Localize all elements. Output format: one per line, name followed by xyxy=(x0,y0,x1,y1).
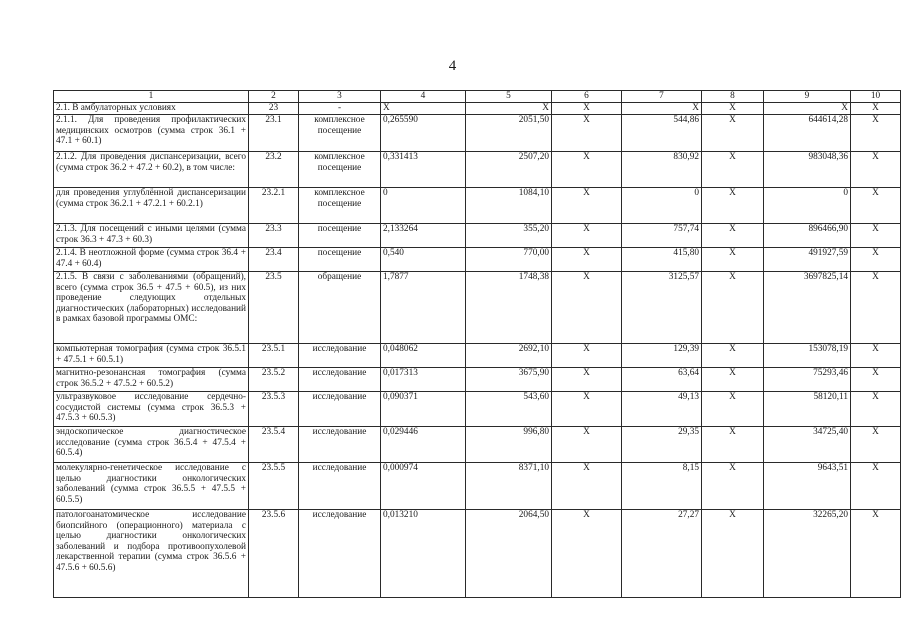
table-cell: X xyxy=(702,368,764,392)
table-cell: 23.3 xyxy=(249,224,299,248)
table-cell: 0,000974 xyxy=(381,463,466,510)
header-cell: 9 xyxy=(764,91,851,103)
table-cell: X xyxy=(851,392,901,427)
table-cell: комплексное посещение xyxy=(299,188,381,224)
header-cell: 3 xyxy=(299,91,381,103)
table-cell: 32265,20 xyxy=(764,510,851,598)
table-cell: 29,35 xyxy=(622,427,702,463)
table-cell: посещение xyxy=(299,224,381,248)
table-cell: 415,80 xyxy=(622,248,702,272)
table-cell: 9643,51 xyxy=(764,463,851,510)
table-cell: 2.1.1. Для проведения профилактических медицинских осмотров (сумма строк 36.1 + 47.1 + 60.1) xyxy=(54,115,249,152)
table-row xyxy=(54,368,901,392)
table-cell: 0 xyxy=(381,188,466,224)
table-cell: 23.5 xyxy=(249,272,299,344)
table-cell: исследование xyxy=(299,368,381,392)
table-row xyxy=(54,188,901,224)
table-cell: 23.1 xyxy=(249,115,299,152)
table-cell: 23.5.3 xyxy=(249,392,299,427)
table-row xyxy=(54,224,901,248)
table-cell: ультразвуковое исследование сердечно-сосудистой системы (сумма строк 36.5.3 + 47.5.3 + 60.5.3) xyxy=(54,392,249,427)
table-cell: 23.2 xyxy=(249,152,299,188)
table-row xyxy=(54,152,901,188)
table-cell: X xyxy=(702,248,764,272)
header-cell: 6 xyxy=(552,91,622,103)
table-cell: 355,20 xyxy=(466,224,552,248)
table-cell: компьютерная томография (сумма строк 36.5.1 + 47.5.1 + 60.5.1) xyxy=(54,344,249,368)
table-cell: X xyxy=(552,272,622,344)
header-cell: 1 xyxy=(54,91,249,103)
table-cell: X xyxy=(552,152,622,188)
table-cell: 770,00 xyxy=(466,248,552,272)
table-cell: исследование xyxy=(299,463,381,510)
table-cell: 27,27 xyxy=(622,510,702,598)
table-cell: 2051,50 xyxy=(466,115,552,152)
table-cell: X xyxy=(702,115,764,152)
table-cell: 2.1.2. Для проведения диспансеризации, всего (сумма строк 36.2 + 47.2 + 60.2), в том числе: xyxy=(54,152,249,188)
table-cell: комплексное посещение xyxy=(299,115,381,152)
table-cell: 544,86 xyxy=(622,115,702,152)
table-cell: 491927,59 xyxy=(764,248,851,272)
table-cell: 34725,40 xyxy=(764,427,851,463)
table-cell: X xyxy=(702,510,764,598)
header-cell: 2 xyxy=(249,91,299,103)
table-cell: X xyxy=(702,427,764,463)
table-cell: X xyxy=(466,103,552,115)
table-cell: X xyxy=(552,368,622,392)
table-cell: 23.5.6 xyxy=(249,510,299,598)
table-cell: 0 xyxy=(622,188,702,224)
table-cell: X xyxy=(851,463,901,510)
table-cell: исследование xyxy=(299,392,381,427)
table-cell: X xyxy=(552,344,622,368)
header-cell: 8 xyxy=(702,91,764,103)
table-cell: 23.5.1 xyxy=(249,344,299,368)
table-cell: X xyxy=(622,103,702,115)
table-cell: 2,133264 xyxy=(381,224,466,248)
table-cell: 63,64 xyxy=(622,368,702,392)
table-row xyxy=(54,115,901,152)
table-row xyxy=(54,248,901,272)
table-cell: X xyxy=(851,152,901,188)
table-cell: 0 xyxy=(764,188,851,224)
table-cell: 2.1.5. В связи с заболеваниями (обращений), всего (сумма строк 36.5 + 47.5 + 60.5), из них проведение следующих отдельных диагностических (лабораторных) исследований в рамках базовой программы ОМС: xyxy=(54,272,249,344)
table-header-row xyxy=(54,91,901,103)
table-cell: 2064,50 xyxy=(466,510,552,598)
table-cell: X xyxy=(851,272,901,344)
table-cell: X xyxy=(702,224,764,248)
table-cell: X xyxy=(552,188,622,224)
table-cell: X xyxy=(702,392,764,427)
table-cell: 1084,10 xyxy=(466,188,552,224)
page-number: 4 xyxy=(448,58,457,74)
table-cell: молекулярно-генетическое исследование с целью диагностики онкологических заболеваний (сумма строк 36.5.5 + 47.5.5 + 60.5.5) xyxy=(54,463,249,510)
table-cell: исследование xyxy=(299,344,381,368)
table-cell: 49,13 xyxy=(622,392,702,427)
table-cell: X xyxy=(702,463,764,510)
table-cell: посещение xyxy=(299,248,381,272)
table-cell: X xyxy=(702,103,764,115)
table-cell: X xyxy=(552,224,622,248)
table-cell: X xyxy=(702,188,764,224)
table-cell: магнитно-резонансная томография (сумма строк 36.5.2 + 47.5.2 + 60.5.2) xyxy=(54,368,249,392)
header-cell: 10 xyxy=(851,91,901,103)
table-cell: X xyxy=(702,152,764,188)
table-cell: 983048,36 xyxy=(764,152,851,188)
table-cell: эндоскопическое диагностическое исследование (сумма строк 36.5.4 + 47.5.4 + 60.5.4) xyxy=(54,427,249,463)
table-cell: X xyxy=(851,368,901,392)
table-cell: X xyxy=(851,103,901,115)
table-cell: 0,090371 xyxy=(381,392,466,427)
table-cell: X xyxy=(851,115,901,152)
table-cell: 3675,90 xyxy=(466,368,552,392)
table-cell: X xyxy=(702,272,764,344)
table-cell: 0,013210 xyxy=(381,510,466,598)
table-cell: 153078,19 xyxy=(764,344,851,368)
table-cell: 23.2.1 xyxy=(249,188,299,224)
report-table-body xyxy=(54,91,901,598)
table-row xyxy=(54,103,901,115)
table-cell: X xyxy=(552,103,622,115)
table-cell: 8,15 xyxy=(622,463,702,510)
table-cell: X xyxy=(851,427,901,463)
table-cell: исследование xyxy=(299,427,381,463)
table-cell: патологоанатомическое исследование биопсийного (операционного) материала с целью диагностики онкологических заболеваний и подбора противоопухолевой лекарственной терапии (сумма строк 36.5.6 + 47.5.6 + 60.5.6) xyxy=(54,510,249,598)
table-cell: X xyxy=(552,463,622,510)
table-cell: 23.4 xyxy=(249,248,299,272)
table-cell: X xyxy=(764,103,851,115)
table-cell: 543,60 xyxy=(466,392,552,427)
table-row xyxy=(54,392,901,427)
table-cell: X xyxy=(552,248,622,272)
table-cell: 2.1. В амбулаторных условиях xyxy=(54,103,249,115)
table-cell: X xyxy=(851,510,901,598)
table-cell: 23 xyxy=(249,103,299,115)
table-cell: 0,331413 xyxy=(381,152,466,188)
table-cell: 2692,10 xyxy=(466,344,552,368)
table-row xyxy=(54,272,901,344)
table-cell: 1748,38 xyxy=(466,272,552,344)
table-cell: 3125,57 xyxy=(622,272,702,344)
table-cell: X xyxy=(851,224,901,248)
table-cell: X xyxy=(851,248,901,272)
table-row xyxy=(54,344,901,368)
table-cell: 0,017313 xyxy=(381,368,466,392)
table-row xyxy=(54,510,901,598)
header-cell: 5 xyxy=(466,91,552,103)
table-cell: X xyxy=(851,188,901,224)
table-cell: 1,7877 xyxy=(381,272,466,344)
table-cell: 2507,20 xyxy=(466,152,552,188)
table-cell: 3697825,14 xyxy=(764,272,851,344)
table-cell: 0,029446 xyxy=(381,427,466,463)
table-cell: 0,265590 xyxy=(381,115,466,152)
table-row xyxy=(54,427,901,463)
table-cell: 23.5.2 xyxy=(249,368,299,392)
table-cell: 0,540 xyxy=(381,248,466,272)
header-cell: 4 xyxy=(381,91,466,103)
table-cell: 996,80 xyxy=(466,427,552,463)
table-cell: 644614,28 xyxy=(764,115,851,152)
table-cell: 23.5.4 xyxy=(249,427,299,463)
header-cell: 7 xyxy=(622,91,702,103)
table-cell: 2.1.3. Для посещений с иными целями (сумма строк 36.3 + 47.3 + 60.3) xyxy=(54,224,249,248)
table-cell: - xyxy=(299,103,381,115)
table-cell: 2.1.4. В неотложной форме (сумма строк 36.4 + 47.4 + 60.4) xyxy=(54,248,249,272)
table-cell: X xyxy=(381,103,466,115)
table-cell: 75293,46 xyxy=(764,368,851,392)
table-cell: исследование xyxy=(299,510,381,598)
table-cell: X xyxy=(552,510,622,598)
table-cell: 23.5.5 xyxy=(249,463,299,510)
table-cell: X xyxy=(552,427,622,463)
table-cell: 757,74 xyxy=(622,224,702,248)
table-row xyxy=(54,463,901,510)
table-cell: X xyxy=(552,392,622,427)
table-cell: X xyxy=(702,344,764,368)
table-cell: комплексное посещение xyxy=(299,152,381,188)
table-cell: обращение xyxy=(299,272,381,344)
table-cell: X xyxy=(552,115,622,152)
report-table xyxy=(53,90,901,598)
table-cell: 896466,90 xyxy=(764,224,851,248)
table-cell: X xyxy=(851,344,901,368)
table-cell: 58120,11 xyxy=(764,392,851,427)
table-cell: 0,048062 xyxy=(381,344,466,368)
table-cell: для проведения углублённой диспансеризации (сумма строк 36.2.1 + 47.2.1 + 60.2.1) xyxy=(54,188,249,224)
table-cell: 830,92 xyxy=(622,152,702,188)
table-cell: 129,39 xyxy=(622,344,702,368)
table-cell: 8371,10 xyxy=(466,463,552,510)
